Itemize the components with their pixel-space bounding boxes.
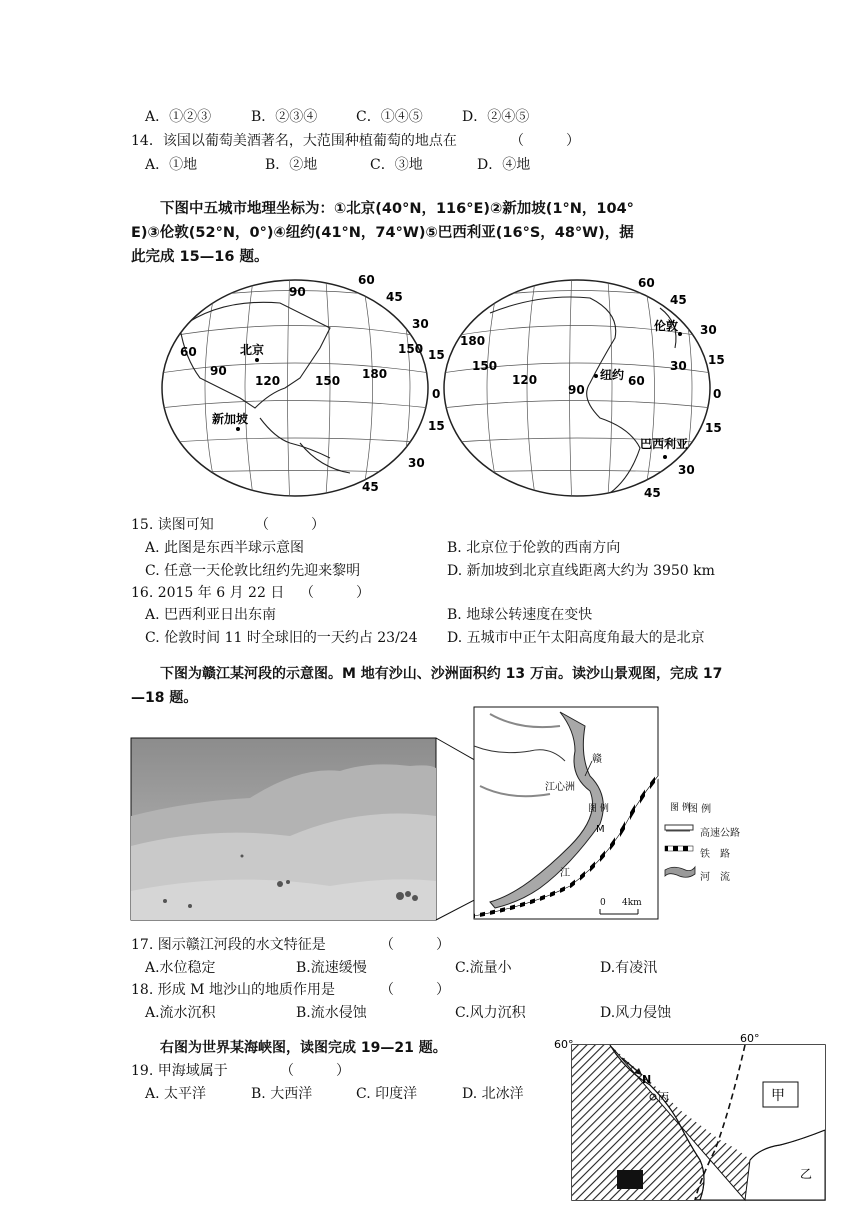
lg-lbl-60w: 60 [180, 345, 197, 359]
sand-dune-photo [131, 738, 436, 920]
strait-lat-left: 60° [554, 1038, 574, 1051]
intro2-line2: —18 题。 [131, 690, 198, 706]
q18-paren: （ ） [380, 982, 450, 998]
river-figure [130, 706, 691, 928]
lbl-jiang: 江 [560, 868, 570, 879]
legend-highway: 高速公路 [700, 828, 740, 839]
q17-option-d: D.有凌汛 [600, 960, 658, 976]
strait-north: N [642, 1073, 652, 1086]
q16-option-d: D. 五城市中正午太阳高度角最大的是北京 [447, 630, 705, 646]
lg-lbl-90b: 90 [210, 364, 227, 378]
city-london: 伦敦 [654, 319, 679, 333]
q13-option-b: B．②③④ [251, 109, 318, 125]
q18-option-c: C.风力沉积 [455, 1005, 526, 1021]
lg-lbl-150: 150 [398, 342, 424, 356]
q16-option-b: B. 地球公转速度在变快 [447, 607, 593, 623]
intro2-line1: 下图为赣江某河段的示意图。M 地有沙山、沙洲面积约 13 万亩。读沙山景观图，完成 17 [160, 666, 723, 682]
city-singapore: 新加坡 [212, 412, 249, 426]
q14-stem: 14．该国以葡萄美酒著名，大范围种植葡萄的地点在 [131, 133, 457, 149]
legend-title: 图 例 [688, 804, 712, 815]
legend-title-2: 图 例 [670, 803, 691, 813]
q15-paren: （ ） [255, 517, 325, 533]
rg-lbl-180: 180 [460, 334, 486, 348]
q15-option-c: C. 任意一天伦敦比纽约先迎来黎明 [145, 563, 361, 579]
q15-stem: 15. 读图可知 [131, 517, 214, 533]
rg-lbl-90: 90 [568, 383, 585, 397]
q19-paren: （ ） [280, 1063, 350, 1079]
scale-zero: 0 [600, 898, 606, 908]
q19-option-b: B. 大西洋 [251, 1086, 313, 1102]
lbl-m: M [596, 824, 605, 835]
q17-stem: 17. 图示赣江河段的水文特征是 [131, 937, 326, 953]
q19-option-c: C. 印度洋 [356, 1086, 418, 1102]
q15-option-b: B. 北京位于伦敦的西南方向 [447, 540, 621, 556]
lg-lbl-30s: 30 [408, 456, 425, 470]
lbl-island: 江心洲 [545, 782, 575, 793]
lg-lbl-0: 0 [432, 387, 441, 401]
q14-option-c: C．③地 [370, 157, 423, 173]
lg-lbl-90: 90 [289, 285, 306, 299]
strait-yi: 乙 [800, 1167, 813, 1181]
lbl-gan: 赣 [592, 754, 602, 765]
rg-lbl-15s: 15 [705, 421, 722, 435]
q18-option-a: A.流水沉积 [145, 1005, 216, 1021]
lg-lbl-60: 60 [358, 273, 375, 287]
rg-lbl-45s: 45 [644, 486, 661, 500]
legend-river: 河 流 [700, 872, 730, 883]
q15-option-d: D. 新加坡到北京直线距离大约为 3950 km [447, 563, 715, 579]
lg-lbl-150b: 150 [315, 374, 341, 388]
lg-lbl-45: 45 [386, 290, 403, 304]
rg-lbl-30s: 30 [678, 463, 695, 477]
rg-lbl-45: 45 [670, 293, 687, 307]
river-map [474, 707, 691, 919]
rg-lbl-30: 30 [700, 323, 717, 337]
q16-option-c: C. 伦敦时间 11 时全球旧的一天约占 23/24 [145, 630, 418, 646]
q13-option-d: D．②④⑤ [462, 109, 530, 125]
q17-option-c: C.流量小 [455, 960, 512, 976]
scale-4km: 4km [622, 898, 642, 908]
lg-lbl-120: 120 [255, 374, 281, 388]
q14-option-b: B．②地 [265, 157, 318, 173]
q14-paren: （ ） [510, 133, 580, 149]
q16-paren: （ ） [300, 585, 370, 601]
q17-paren: （ ） [380, 937, 450, 953]
intro1-line2: E)③伦敦(52°N，0°)④纽约(41°N，74°W)⑤巴西利亚(16°S，48°W)，据 [131, 225, 634, 241]
q13-option-a: A．①②③ [145, 109, 212, 125]
lg-lbl-180: 180 [362, 367, 388, 381]
strait-lat-right: 60° [740, 1032, 760, 1045]
intro1-line3: 此完成 15—16 题。 [131, 249, 269, 265]
city-newyork: 纽约 [600, 368, 625, 382]
intro3: 右图为世界某海峡图，读图完成 19—21 题。 [160, 1040, 447, 1056]
q13-option-c: C．①④⑤ [356, 109, 423, 125]
q18-option-d: D.风力侵蚀 [600, 1005, 672, 1021]
strait-jia: 甲 [771, 1088, 785, 1104]
lg-lbl-15s: 15 [428, 419, 445, 433]
intro1-line1: 下图中五城市地理坐标为：①北京(40°N，116°E)②新加坡(1°N，104° [160, 201, 634, 217]
rg-lbl-15: 15 [708, 353, 725, 367]
q15-option-a: A. 此图是东西半球示意图 [145, 540, 305, 556]
globe-figure [160, 268, 725, 504]
q18-option-b: B.流水侵蚀 [296, 1005, 367, 1021]
q17-option-a: A.水位稳定 [145, 960, 216, 976]
legend-railway: 铁 路 [700, 849, 730, 860]
rg-lbl-60: 60 [638, 276, 655, 290]
rg-lbl-30b: 30 [670, 359, 687, 373]
right-globe [442, 268, 725, 508]
strait-bing: 丙 [658, 1091, 669, 1104]
strait-map [550, 1030, 830, 1205]
q19-option-a: A. 太平洋 [145, 1086, 207, 1102]
city-beijing: 北京 [240, 343, 265, 357]
q17-option-b: B.流速缓慢 [296, 960, 367, 976]
rg-lbl-60b: 60 [628, 374, 645, 388]
q19-stem: 19. 甲海域属于 [131, 1063, 228, 1079]
legend-symbols [663, 822, 703, 882]
lg-lbl-45s: 45 [362, 480, 379, 494]
rg-lbl-120: 120 [512, 373, 538, 387]
lg-lbl-15: 15 [428, 348, 445, 362]
lg-lbl-30: 30 [412, 317, 429, 331]
left-globe [160, 268, 445, 508]
q19-option-d: D. 北冰洋 [462, 1086, 524, 1102]
rg-lbl-0: 0 [713, 387, 722, 401]
city-brasilia: 巴西利亚 [640, 437, 689, 451]
q14-option-a: A．①地 [145, 157, 198, 173]
q16-option-a: A. 巴西利亚日出东南 [145, 607, 277, 623]
q16-stem: 16. 2015 年 6 月 22 日 [131, 585, 285, 601]
rg-lbl-150: 150 [472, 359, 498, 373]
q14-option-d: D．④地 [477, 157, 531, 173]
q18-stem: 18. 形成 M 地沙山的地质作用是 [131, 982, 335, 998]
legend-title: 图 例 [588, 804, 609, 814]
